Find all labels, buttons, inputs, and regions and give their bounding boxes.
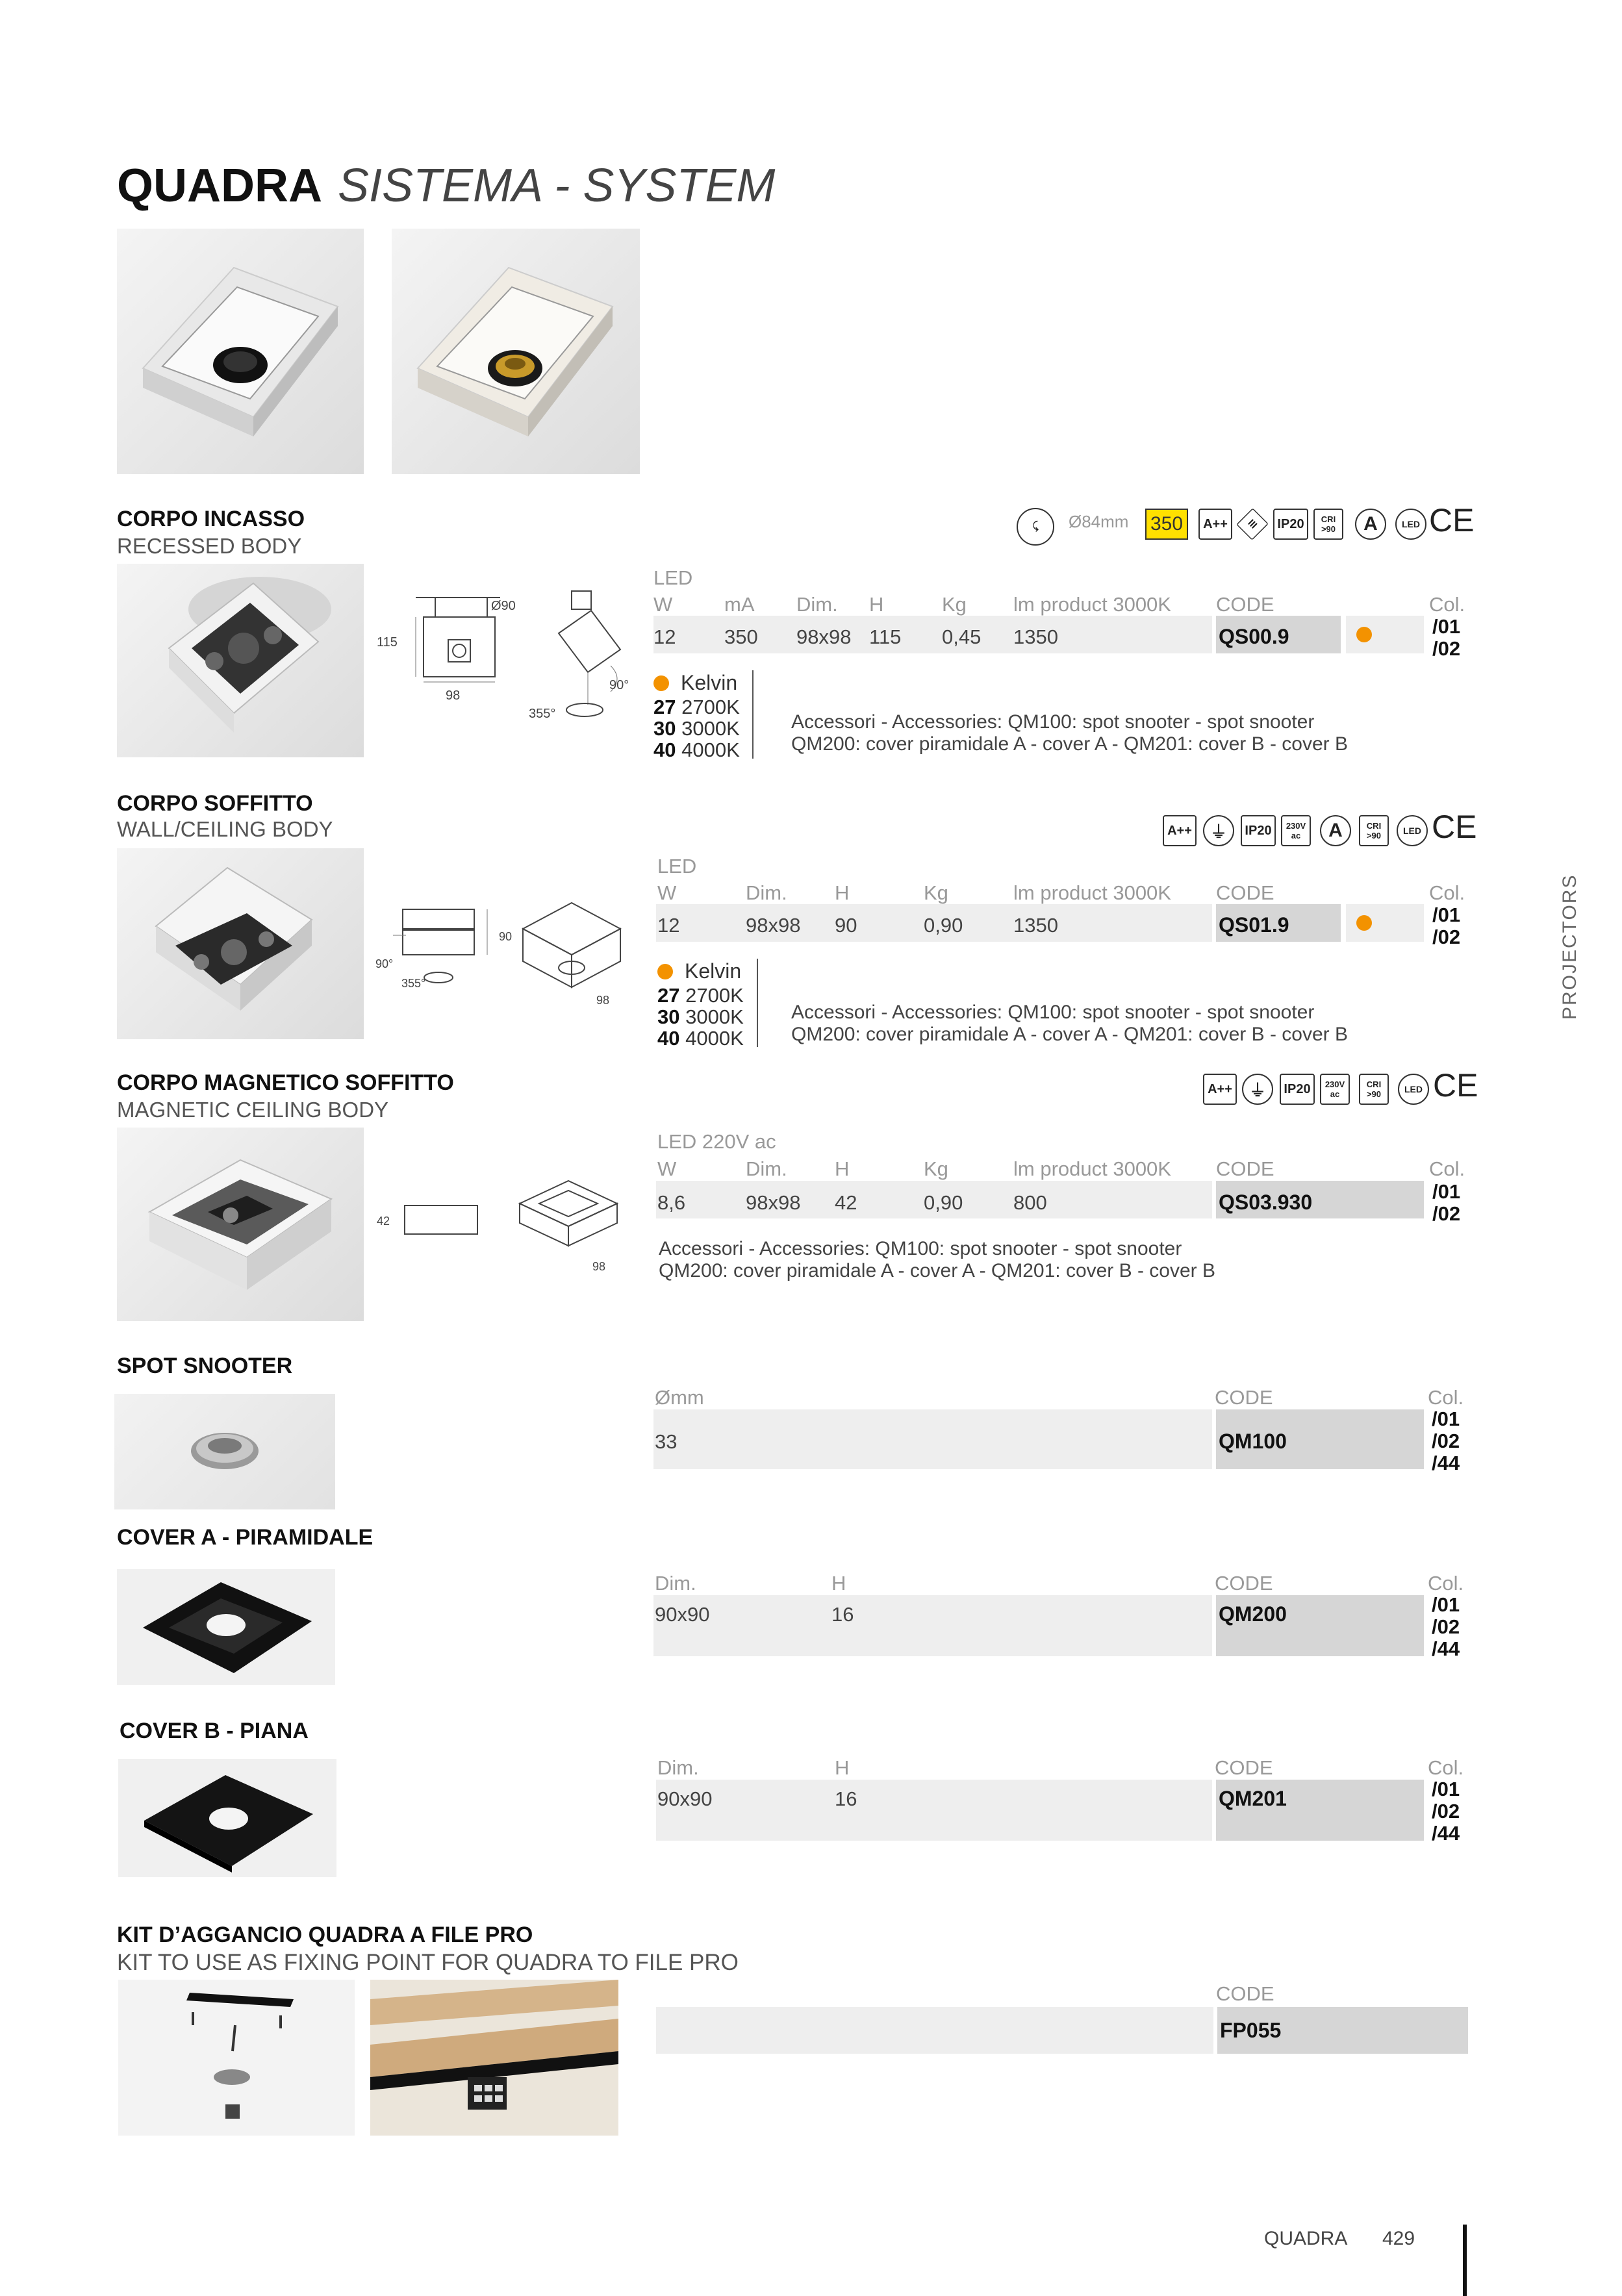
led-icon: LED: [1395, 509, 1426, 540]
cover-b-header-dim: Dim.: [657, 1756, 699, 1779]
soffitto-dim-d3: 355°: [401, 977, 426, 990]
cover-b-header-code: CODE: [1215, 1756, 1273, 1779]
incasso-value-dim: 98x98: [796, 625, 852, 648]
snooter-photo: [114, 1394, 335, 1509]
soffitto-kelvin-code: 30: [657, 1005, 680, 1028]
cover-b-value-dim: 90x90: [657, 1787, 713, 1810]
magnetico-title: CORPO MAGNETICO SOFFITTO: [117, 1070, 454, 1095]
footer-bar: [1463, 2225, 1467, 2296]
cover-a-header-dim: Dim.: [655, 1572, 696, 1595]
soffitto-kelvin-code: 40: [657, 1027, 680, 1050]
soffitto-kelvin-dot: [657, 964, 673, 979]
cover-b-code: QM201: [1219, 1787, 1287, 1810]
magnetico-dim-d2: 98: [592, 1260, 606, 1273]
incasso-hole: Ø84mm: [1069, 512, 1129, 531]
page-title: [117, 159, 775, 212]
cri-icon: CRI >90: [1359, 815, 1389, 846]
ce-mark-icon: CE: [1433, 1067, 1478, 1104]
incasso-dim-d2: 115: [377, 635, 398, 650]
earth-icon: ⏚: [1203, 815, 1234, 846]
hero-photo-black: [117, 229, 364, 474]
incasso-kelvin-dot: [653, 675, 669, 691]
incasso-photo: [117, 564, 364, 757]
magnetico-dim-d1: 42: [377, 1215, 390, 1228]
magnetico-accessories-1: Accessori - Accessories: QM100: spot snooter - spot snooter: [659, 1238, 1182, 1259]
snooter-header-col: Col.: [1428, 1386, 1464, 1409]
soffitto-kelvin-title: Kelvin: [685, 959, 742, 983]
incasso-kelvin-title: Kelvin: [681, 671, 738, 694]
kit-title: KIT D’AGGANCIO QUADRA A FILE PRO: [117, 1923, 533, 1947]
cover-a-photo: [117, 1569, 335, 1685]
cover-b-photo: [118, 1759, 336, 1877]
cover-b-value-h: 16: [835, 1787, 857, 1810]
soffitto-kelvin-value: 3000K: [685, 1005, 744, 1028]
soffitto-header-code: CODE: [1216, 881, 1274, 904]
soffitto-drawing-side: [374, 896, 516, 994]
incasso-drawing-side: [533, 588, 643, 724]
incasso-kelvin-divider: [752, 670, 754, 759]
side-category-label: PROJECTORS: [1559, 874, 1580, 1020]
incasso-header-ma: mA: [724, 593, 755, 616]
incasso-kelvin-value: 2700K: [681, 696, 740, 718]
magnetico-colors: /01 /02: [1432, 1180, 1461, 1225]
kit-header-code: CODE: [1216, 1982, 1274, 2005]
cover-b-colors: /01 /02 /44: [1432, 1778, 1460, 1845]
magnetico-value-lm: 800: [1013, 1191, 1047, 1214]
soffitto-colors: /01 /02: [1432, 903, 1461, 948]
incasso-value-ma: 350: [724, 625, 758, 648]
snooter-header-1: Ømm: [655, 1386, 704, 1409]
cover-a-header-col: Col.: [1428, 1572, 1464, 1595]
led-icon: LED: [1397, 815, 1428, 846]
magnetico-header-code: CODE: [1216, 1157, 1274, 1180]
incasso-code: QS00.9: [1219, 625, 1289, 648]
incasso-value-h: 115: [869, 625, 902, 648]
incasso-dim-d5: 355°: [529, 707, 556, 721]
footer-page-number: 429: [1382, 2228, 1415, 2249]
incasso-kelvin-row: [653, 739, 740, 761]
soffitto-title: CORPO SOFFITTO: [117, 791, 313, 816]
magnetico-subtitle: MAGNETIC CEILING BODY: [117, 1098, 389, 1122]
incasso-value-lm: 1350: [1013, 625, 1058, 648]
magnetico-header-kg: Kg: [924, 1157, 948, 1180]
magnetico-value-w: 8,6: [657, 1191, 686, 1214]
kit-code: FP055: [1220, 2019, 1282, 2042]
soffitto-header-w: W: [657, 881, 677, 904]
magnetico-drawing-side: [374, 1202, 487, 1241]
kit-installed-photo: [370, 1980, 618, 2136]
magnetico-drawing-iso: [513, 1174, 624, 1272]
ip20-icon: IP20: [1273, 509, 1308, 540]
cover-a-value-dim: 90x90: [655, 1603, 710, 1626]
cover-b-header-h: H: [835, 1756, 850, 1779]
cover-a-title: COVER A - PIRAMIDALE: [117, 1525, 374, 1550]
energy-class-icon: A++: [1163, 815, 1197, 846]
page-title-bold: QUADRA: [117, 160, 322, 212]
earth-icon: ⏚: [1242, 1074, 1273, 1105]
kit-row: [656, 2007, 1213, 2054]
soffitto-subtitle: WALL/CEILING BODY: [117, 817, 333, 841]
soffitto-value-w: 12: [657, 914, 680, 937]
incasso-kelvin-code: 40: [653, 738, 676, 761]
incasso-value-kg: 0,45: [942, 625, 982, 648]
incasso-accessories-2: QM200: cover piramidale A - cover A - QM201: cover B - cover B: [791, 733, 1349, 755]
ip20-icon: IP20: [1241, 815, 1276, 846]
incasso-header-col: Col.: [1429, 593, 1465, 616]
soffitto-kelvin-value: 2700K: [685, 984, 744, 1007]
cover-a-value-h: 16: [831, 1603, 854, 1626]
soffitto-kelvin-row: [657, 985, 744, 1006]
energy-class-icon: A++: [1203, 1074, 1237, 1105]
hero-photo-gold: [392, 229, 640, 474]
footer-product-name: QUADRA: [1264, 2228, 1348, 2249]
snooter-colors: /01 /02 /44: [1432, 1407, 1460, 1474]
ip20-icon: IP20: [1280, 1074, 1315, 1105]
soffitto-kelvin-divider: [757, 959, 758, 1047]
incasso-accessories-1: Accessori - Accessories: QM100: spot snooter - spot snooter: [791, 711, 1315, 733]
incasso-header-w: W: [653, 593, 673, 616]
magnetico-header-dim: Dim.: [746, 1157, 787, 1180]
incasso-color-dot: [1356, 627, 1372, 642]
cover-a-header-h: H: [831, 1572, 846, 1595]
beam-angle-icon: ⤹: [1017, 508, 1054, 546]
soffitto-kelvin-code: 27: [657, 984, 680, 1007]
230v-icon: 230V ac: [1281, 815, 1311, 846]
incasso-header-kg: Kg: [942, 593, 967, 616]
soffitto-value-dim: 98x98: [746, 914, 801, 937]
cover-a-code: QM200: [1219, 1602, 1287, 1626]
incasso-title: CORPO INCASSO: [117, 507, 305, 531]
magnetico-header-lm: lm product 3000K: [1013, 1157, 1171, 1180]
soffitto-dim-d4: 98: [596, 994, 610, 1007]
magnetico-header-w: W: [657, 1157, 677, 1180]
incasso-kelvin-code: 30: [653, 717, 676, 740]
snooter-code: QM100: [1219, 1430, 1287, 1453]
magnetico-group-label: LED 220V ac: [657, 1130, 776, 1153]
snooter-row: [653, 1409, 1212, 1469]
soffitto-accessories-1: Accessori - Accessories: QM100: spot snooter - spot snooter: [791, 1002, 1315, 1023]
incasso-kelvin-row: [653, 696, 740, 718]
soffitto-accessories-2: QM200: cover piramidale A - cover A - QM201: cover B - cover B: [791, 1024, 1349, 1045]
incasso-kelvin-code: 27: [653, 696, 676, 718]
incasso-subtitle: RECESSED BODY: [117, 534, 302, 558]
snooter-title: SPOT SNOOTER: [117, 1354, 293, 1378]
magnetico-header-h: H: [835, 1157, 850, 1180]
cri-icon: CRI >90: [1313, 509, 1343, 540]
a-class-icon: A: [1320, 815, 1351, 846]
cover-a-colors: /01 /02 /44: [1432, 1593, 1460, 1660]
a-class-icon: A: [1355, 509, 1386, 540]
magnetico-header-col: Col.: [1429, 1157, 1465, 1180]
cover-b-header-col: Col.: [1428, 1756, 1464, 1779]
soffitto-header-col: Col.: [1429, 881, 1465, 904]
230v-icon: 230V ac: [1320, 1074, 1350, 1105]
soffitto-kelvin-value: 4000K: [685, 1027, 744, 1050]
magnetico-value-dim: 98x98: [746, 1191, 801, 1214]
magnetico-value-h: 42: [835, 1191, 857, 1214]
soffitto-code: QS01.9: [1219, 913, 1289, 937]
snooter-value-1: 33: [655, 1430, 678, 1453]
cri-icon: CRI >90: [1359, 1074, 1389, 1105]
soffitto-dim-d1: 90: [499, 930, 513, 943]
cover-b-row: [656, 1780, 1212, 1841]
incasso-dim-d3: 98: [446, 688, 461, 703]
page-title-italic: SISTEMA - SYSTEM: [337, 160, 776, 212]
incasso-kelvin-value: 4000K: [681, 738, 740, 761]
soffitto-drawing-iso: [516, 896, 627, 1000]
cover-a-row: [653, 1595, 1212, 1656]
ce-mark-icon: CE: [1429, 502, 1475, 538]
incasso-kelvin-row: [653, 718, 740, 739]
cover-b-title: COVER B - PIANA: [120, 1719, 309, 1743]
snooter-header-code: CODE: [1215, 1386, 1273, 1409]
incasso-header-code: CODE: [1216, 593, 1274, 616]
ma-badge: 350: [1145, 509, 1188, 540]
kit-subtitle: KIT TO USE AS FIXING POINT FOR QUADRA TO FILE PRO: [117, 1950, 739, 1975]
soffitto-header-lm: lm product 3000K: [1013, 881, 1171, 904]
ce-mark-icon: CE: [1432, 809, 1477, 845]
led-icon: LED: [1398, 1074, 1429, 1105]
soffitto-kelvin-row: [657, 1006, 744, 1028]
soffitto-group-label: LED: [657, 855, 697, 877]
incasso-header-h: H: [869, 593, 884, 616]
soffitto-header-kg: Kg: [924, 881, 948, 904]
magnetico-value-kg: 0,90: [924, 1191, 963, 1214]
incasso-group-label: LED: [653, 566, 693, 589]
soffitto-header-dim: Dim.: [746, 881, 787, 904]
soffitto-color-dot: [1356, 915, 1372, 931]
soffitto-value-lm: 1350: [1013, 914, 1058, 937]
incasso-header-lm: lm product 3000K: [1013, 593, 1171, 616]
soffitto-photo: [117, 848, 364, 1039]
magnetico-accessories-2: QM200: cover piramidale A - cover A - QM201: cover B - cover B: [659, 1260, 1216, 1281]
soffitto-dim-d2: 90°: [375, 957, 394, 970]
cover-a-header-code: CODE: [1215, 1572, 1273, 1595]
class-iii-icon: III: [1236, 508, 1269, 540]
soffitto-value-kg: 0,90: [924, 914, 963, 937]
incasso-value-w: 12: [653, 625, 676, 648]
soffitto-header-h: H: [835, 881, 850, 904]
incasso-colors: /01 /02: [1432, 615, 1461, 660]
magnetico-photo: [117, 1128, 364, 1321]
incasso-header-dim: Dim.: [796, 593, 838, 616]
incasso-kelvin-value: 3000K: [681, 717, 740, 740]
kit-parts-photo: [118, 1980, 355, 2136]
magnetico-code: QS03.930: [1219, 1191, 1313, 1214]
incasso-dim-d4: 90°: [609, 678, 629, 692]
energy-class-icon: A++: [1198, 509, 1232, 540]
incasso-dim-d1: Ø90: [491, 599, 516, 613]
soffitto-kelvin-row: [657, 1028, 744, 1049]
soffitto-value-h: 90: [835, 914, 857, 937]
